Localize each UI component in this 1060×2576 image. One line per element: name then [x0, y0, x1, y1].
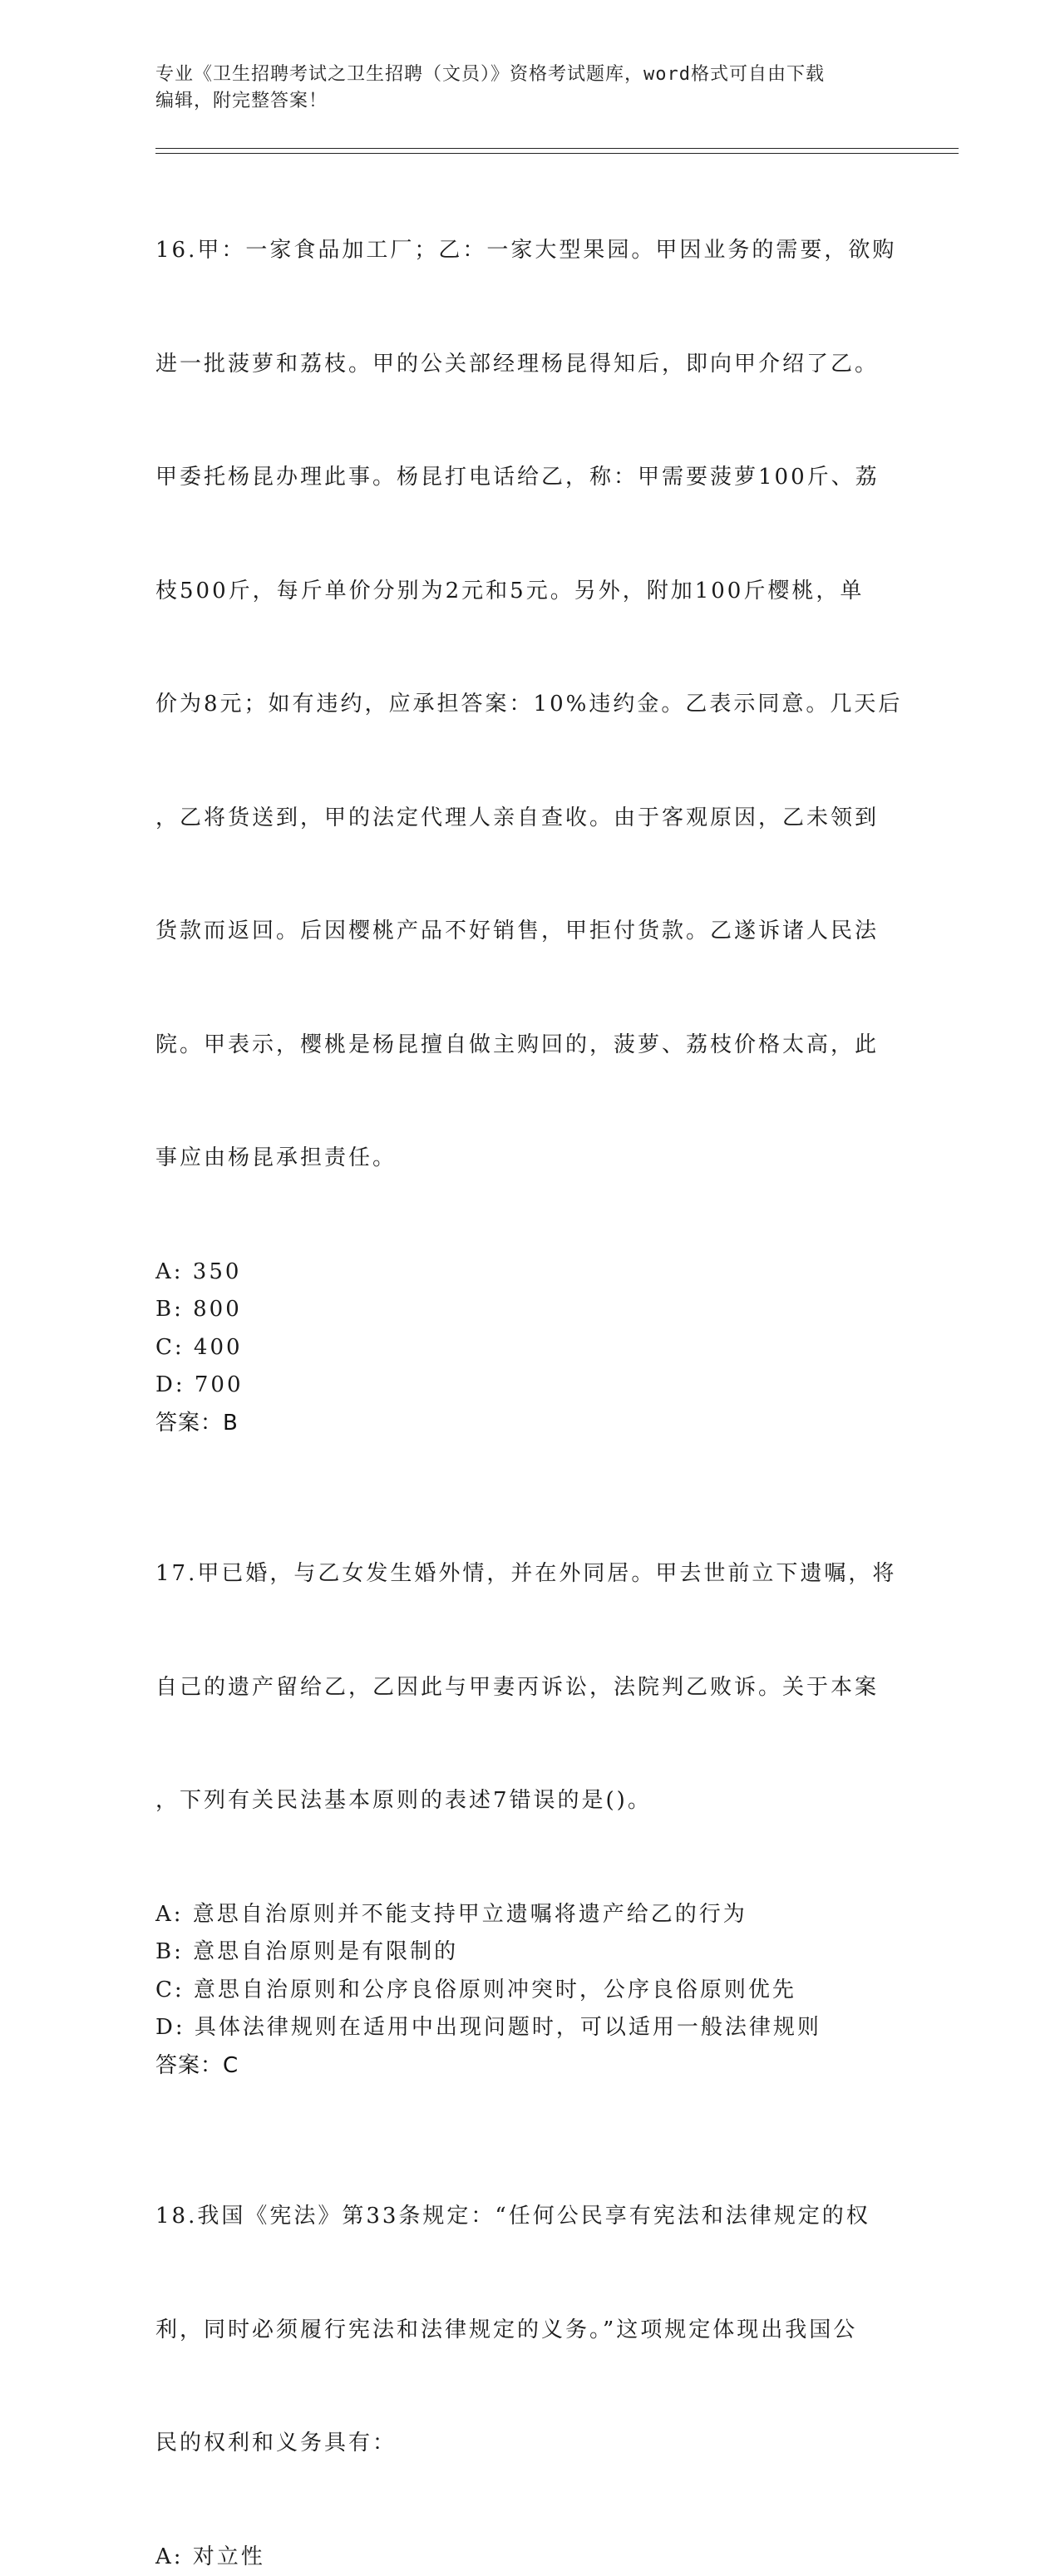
question-stem	[155, 156, 904, 1254]
header-divider-bottom	[155, 153, 959, 154]
stem-line: ，下列有关民法基本原则的表述7错误的是()。	[155, 1782, 904, 1820]
option-b: B: 800	[155, 1291, 904, 1329]
stem-line: 价为8元；如有违约，应承担答案：10%违约金。乙表示同意。几天后	[155, 686, 904, 724]
stem-line: 甲委托杨昆办理此事。杨昆打电话给乙，称：甲需要菠萝100斤、荔	[155, 459, 904, 497]
stem-line: 院。甲表示，樱桃是杨昆擅自做主购回的，菠萝、荔枝价格太高，此	[155, 1027, 904, 1065]
question-stem	[155, 1480, 904, 1896]
stem-line: 16.甲：一家食品加工厂；乙：一家大型果园。甲因业务的需要，欲购	[155, 232, 904, 270]
stem-line: 18.我国《宪法》第33条规定：“任何公民享有宪法和法律规定的权	[155, 2198, 904, 2236]
stem-line: 利，同时必须履行宪法和法律规定的义务。”这项规定体现出我国公	[155, 2312, 904, 2350]
question-spacer	[155, 1442, 904, 1480]
stem-line: 枝500斤，每斤单价分别为2元和5元。另外，附加100斤樱桃，单	[155, 573, 904, 611]
header-line-2: 编辑，附完整答案！	[155, 88, 904, 115]
question-16	[155, 156, 904, 1442]
option-a: A: 对立性	[155, 2539, 904, 2576]
question-stem	[155, 2122, 904, 2539]
option-b: B: 意思自治原则是有限制的	[155, 1933, 904, 1972]
stem-line: 自己的遗产留给乙，乙因此与甲妻丙诉讼，法院判乙败诉。关于本案	[155, 1669, 904, 1707]
option-c: C: 400	[155, 1329, 904, 1367]
stem-line: 民的权利和义务具有：	[155, 2425, 904, 2463]
stem-line: 进一批菠萝和荔枝。甲的公关部经理杨昆得知后，即向甲介绍了乙。	[155, 346, 904, 384]
page-header	[155, 62, 904, 115]
question-list	[155, 156, 904, 2576]
option-d: D: 700	[155, 1367, 904, 1405]
header-divider-top	[155, 148, 959, 149]
answer-line: 答案：C	[155, 2047, 904, 2086]
option-c: C: 意思自治原则和公序良俗原则冲突时，公序良俗原则优先	[155, 1972, 904, 2010]
stem-line: 17.甲已婚，与乙女发生婚外情，并在外同居。甲去世前立下遗嘱，将	[155, 1555, 904, 1593]
stem-line: ，乙将货送到，甲的法定代理人亲自查收。由于客观原因，乙未领到	[155, 800, 904, 838]
option-a: A: 意思自治原则并不能支持甲立遗嘱将遗产给乙的行为	[155, 1896, 904, 1934]
stem-line: 事应由杨昆承担责任。	[155, 1140, 904, 1178]
header-line-1: 专业《卫生招聘考试之卫生招聘（文员）》资格考试题库，word格式可自由下载	[155, 62, 904, 88]
stem-line: 货款而返回。后因樱桃产品不好销售，甲拒付货款。乙遂诉诸人民法	[155, 913, 904, 951]
option-a: A: 350	[155, 1254, 904, 1292]
option-d: D: 具体法律规则在适用中出现问题时，可以适用一般法律规则	[155, 2009, 904, 2047]
question-18	[155, 2122, 904, 2576]
question-17	[155, 1480, 904, 2085]
answer-line: 答案：B	[155, 1405, 904, 1443]
question-spacer	[155, 2085, 904, 2122]
